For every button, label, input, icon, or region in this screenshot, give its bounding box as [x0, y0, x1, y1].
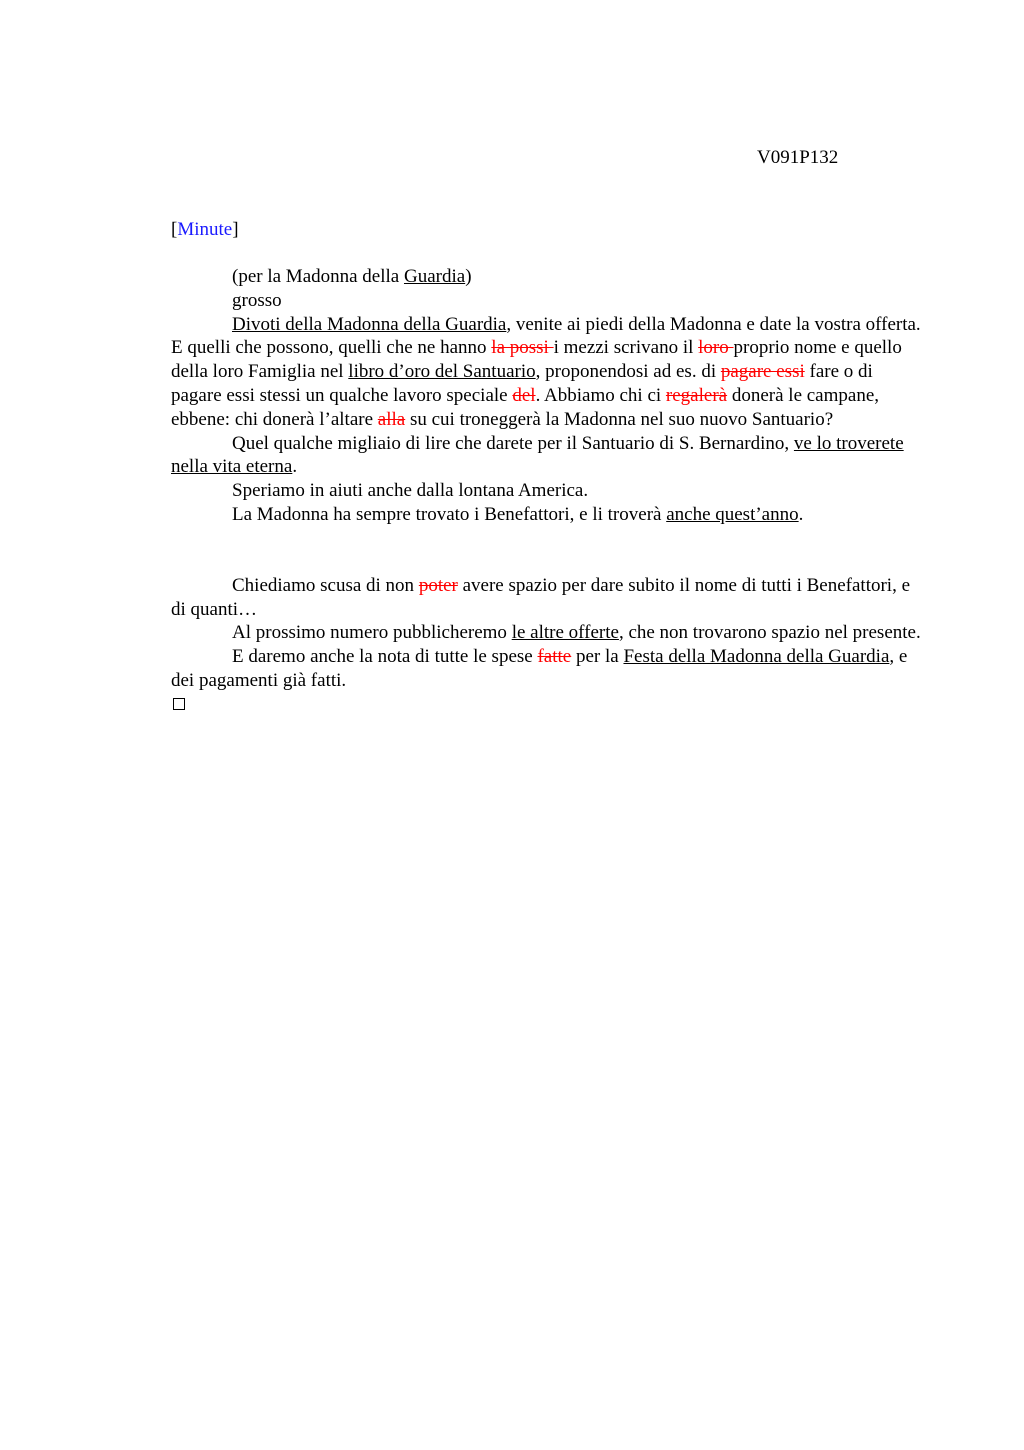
- document-body: [171, 265, 921, 710]
- paragraph-1: Divoti della Madonna della Guardia, venite ai piedi della Madonna e date la vostra offerta. E quelli che possono, quelli che ne hanno la possi i mezzi scrivano il loro proprio nome e quello della loro Famiglia nel libro d’oro del Santuario, proponendosi ad es. di pagare essi fare o di pagare essi stessi un qualche lavoro speciale del. Abbiamo chi ci regalerà donerà le campane, ebbene: chi donerà l’altare alla su cui troneggerà la Madonna nel suo nuovo Santuario?: [171, 313, 921, 430]
- paragraph-gap: [171, 527, 921, 574]
- underlined-text: ve lo troverete nella vita eterna: [171, 432, 904, 478]
- underlined-text: Divoti della Madonna della Guardia: [232, 313, 507, 335]
- underlined-text: le altre offerte: [511, 622, 619, 644]
- underlined-text: libro d’oro del Santuario: [348, 361, 536, 383]
- deleted-text: pagare essi: [720, 361, 805, 383]
- page-code: V091P132: [757, 147, 839, 168]
- underlined-text: Guardia: [403, 266, 466, 287]
- heading-line: (per la Madonna della Guardia): [232, 266, 472, 287]
- deleted-text: poter: [418, 574, 458, 596]
- deleted-text: loro: [698, 337, 734, 359]
- paragraph-3: Speriamo in aiuti anche dalla lontana America.: [232, 480, 589, 502]
- section-label-text: Minute: [177, 219, 233, 240]
- bracket-open: [: [171, 219, 178, 240]
- paragraph-5: Chiediamo scusa di non poter avere spazio per dare subito il nome di tutti i Benefattori, e di quanti…: [171, 574, 911, 620]
- empty-square-icon: [173, 698, 185, 710]
- underlined-text: anche quest’anno: [666, 503, 799, 525]
- note-line: grosso: [232, 289, 282, 311]
- paragraph-7: E daremo anche la nota di tutte le spese fatte per la Festa della Madonna della Guardia, e dei pagamenti già fatti.: [171, 646, 908, 691]
- underlined-text: Festa della Madonna della Guardia: [623, 646, 890, 668]
- deleted-text: fatte: [537, 646, 572, 668]
- section-label: [171, 219, 239, 241]
- deleted-text: regalerà: [665, 384, 728, 406]
- deleted-text: alla: [377, 408, 406, 430]
- paragraph-2: Quel qualche migliaio di lire che darete per il Santuario di S. Bernardino, ve lo troverete nella vita eterna.: [171, 432, 904, 478]
- deleted-text: la possi: [491, 337, 554, 359]
- paragraph-6: Al prossimo numero pubblicheremo le altre offerte, che non trovarono spazio nel presente.: [232, 622, 921, 644]
- paragraph-4: La Madonna ha sempre trovato i Benefattori, e li troverà anche quest’anno.: [232, 503, 804, 525]
- bracket-close: ]: [232, 219, 239, 240]
- deleted-text: del: [512, 384, 536, 406]
